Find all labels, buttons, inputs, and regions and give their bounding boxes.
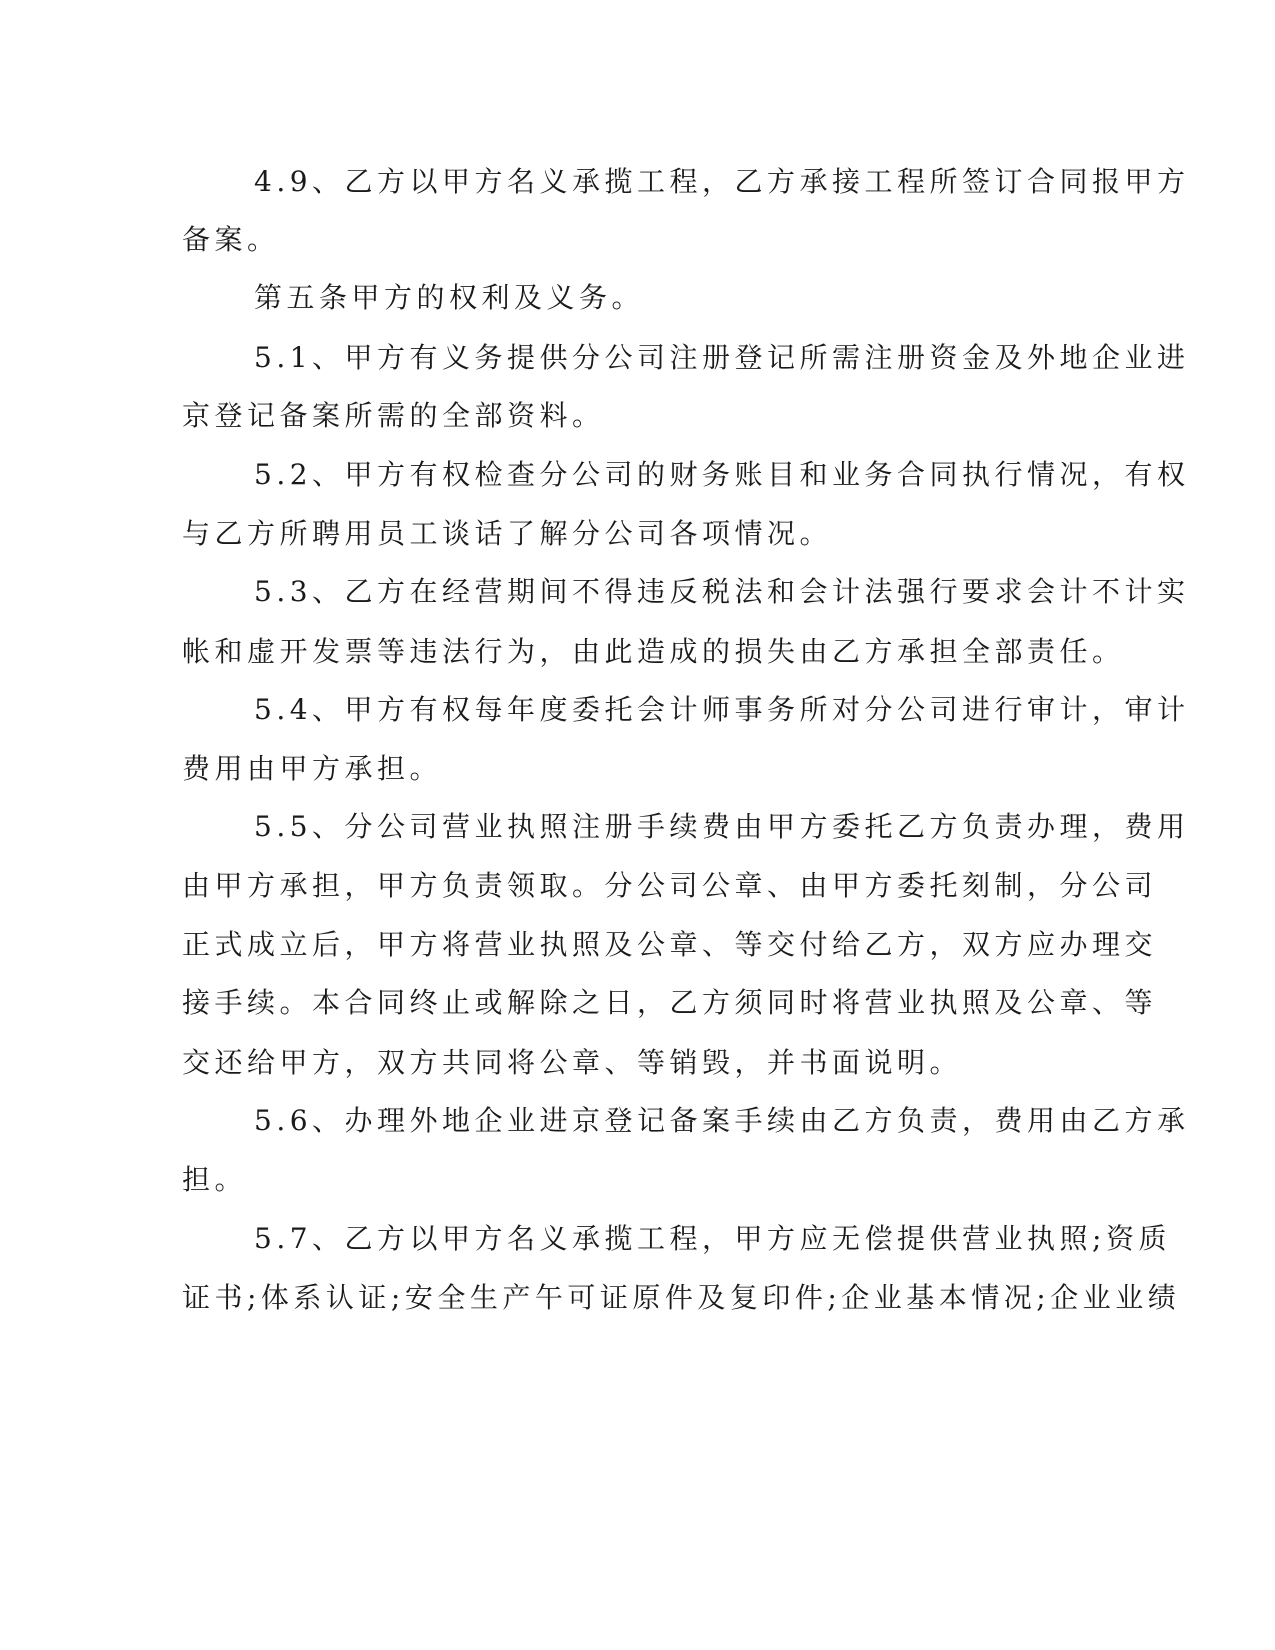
text-line-4-9-cont: 备案。 xyxy=(182,223,280,256)
text-line-5-3-cont: 帐和虚开发票等违法行为，由此造成的损失由乙方承担全部责任。 xyxy=(182,635,1125,668)
section-heading-article-5: 第五条甲方的权利及义务。 xyxy=(254,281,645,314)
text-line-5-5-cont-3: 接手续。本合同终止或解除之日，乙方须同时将营业执照及公章、等 xyxy=(182,986,1158,1019)
text-line-5-7: 5.7、乙方以甲方名义承揽工程，甲方应无偿提供营业执照;资质 xyxy=(254,1222,1171,1255)
text-line-5-5-cont-4: 交还给甲方，双方共同将公章、等销毁，并书面说明。 xyxy=(182,1046,963,1079)
text-line-5-2: 5.2、甲方有权检查分公司的财务账目和业务合同执行情况，有权 xyxy=(254,458,1190,491)
text-line-5-6: 5.6、办理外地企业进京登记备案手续由乙方负责，费用由乙方承 xyxy=(254,1104,1190,1137)
text-line-5-5-cont-1: 由甲方承担，甲方负责领取。分公司公章、由甲方委托刻制，分公司 xyxy=(182,869,1158,902)
text-line-5-1: 5.1、甲方有义务提供分公司注册登记所需注册资金及外地企业进 xyxy=(254,341,1190,374)
text-line-5-4-cont: 费用由甲方承担。 xyxy=(182,752,443,785)
text-line-5-2-cont: 与乙方所聘用员工谈话了解分公司各项情况。 xyxy=(182,517,833,550)
text-line-5-6-cont: 担。 xyxy=(182,1163,248,1196)
text-line-5-1-cont: 京登记备案所需的全部资料。 xyxy=(182,399,605,432)
text-line-4-9: 4.9、乙方以甲方名义承揽工程，乙方承接工程所签订合同报甲方 xyxy=(254,165,1190,198)
text-line-5-4: 5.4、甲方有权每年度委托会计师事务所对分公司进行审计，审计 xyxy=(254,693,1190,726)
text-line-5-5: 5.5、分公司营业执照注册手续费由甲方委托乙方负责办理，费用 xyxy=(254,810,1190,843)
text-line-5-5-cont-2: 正式成立后，甲方将营业执照及公章、等交付给乙方，双方应办理交 xyxy=(182,928,1158,961)
text-line-5-3: 5.3、乙方在经营期间不得违反税法和会计法强行要求会计不计实 xyxy=(254,575,1190,608)
text-line-5-7-cont: 证书;体系认证;安全生产午可证原件及复印件;企业基本情况;企业业绩 xyxy=(182,1281,1181,1314)
